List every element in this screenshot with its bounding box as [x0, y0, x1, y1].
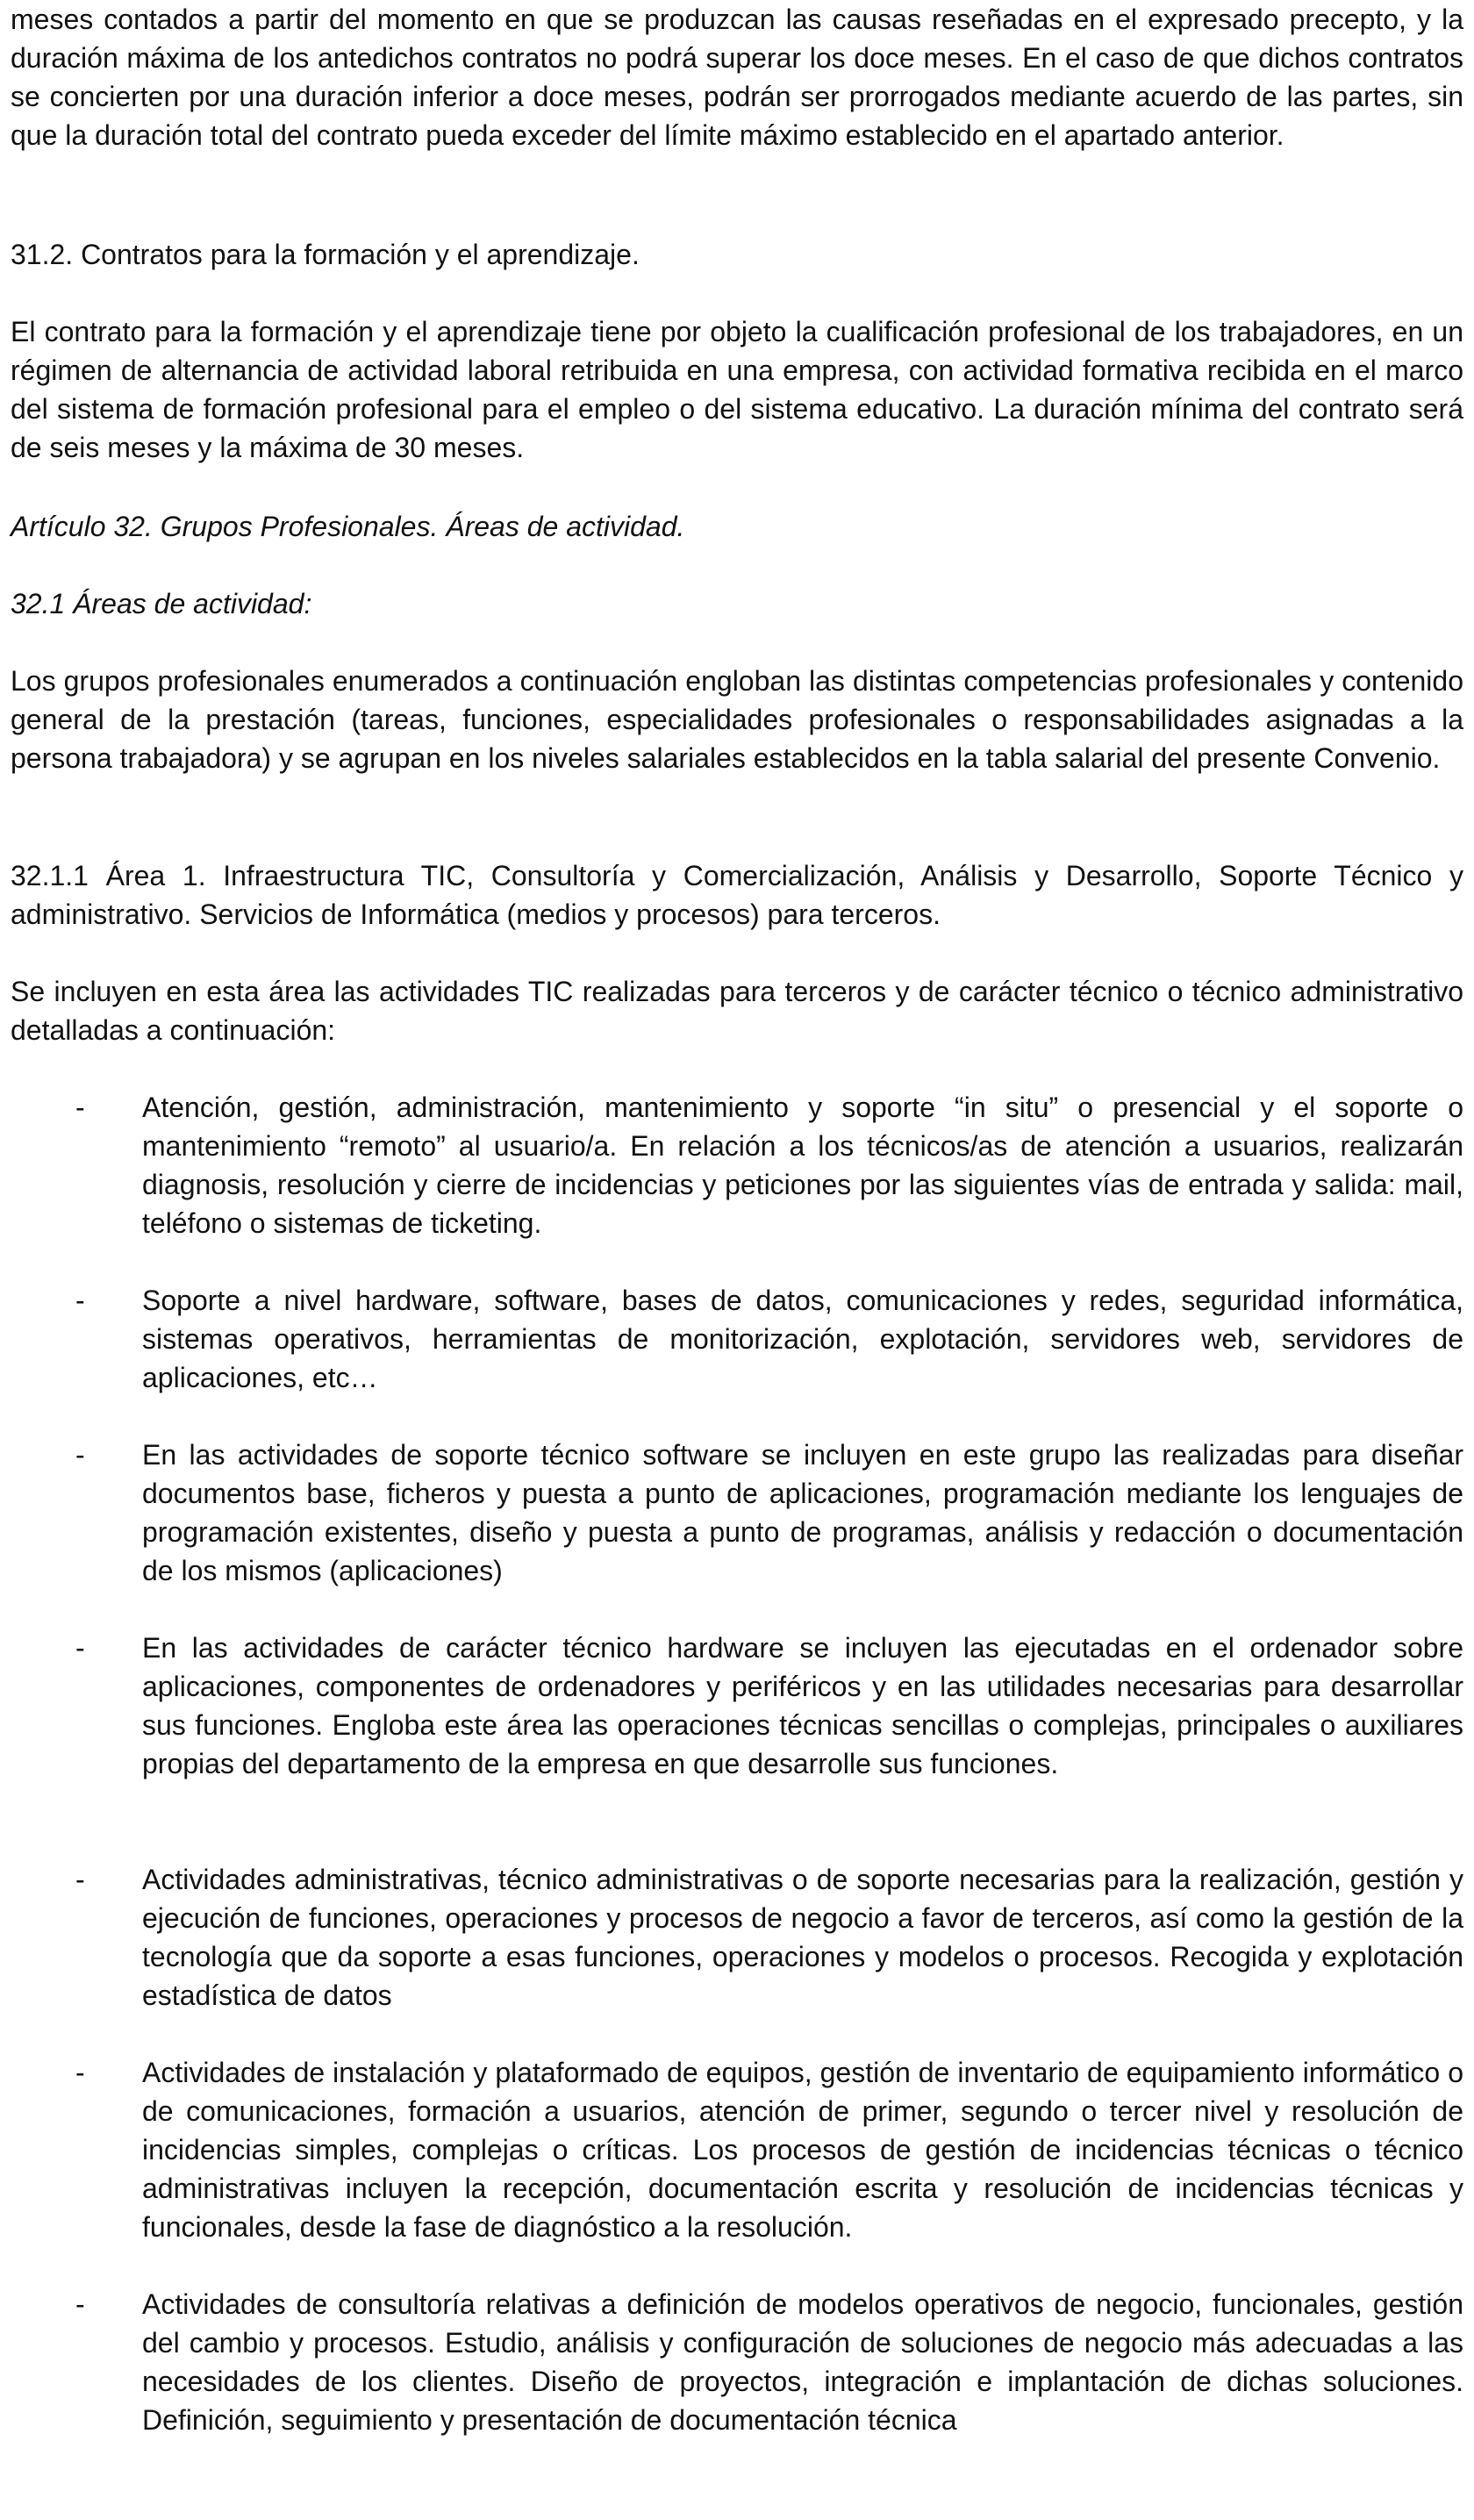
list-item-text: En las actividades de soporte técnico software se incluyen en este grupo las realizadas para diseñar documentos base, ficheros y puesta a punto de aplicaciones, programación mediante los lenguajes de programación existentes, diseño y puesta a punto de programas, análisis y redacción o documentación de los mismos (aplicaciones) — [142, 1439, 1463, 1586]
bullet-marker: - — [75, 1285, 85, 1316]
list-item — [11, 1088, 1463, 1242]
bullet-marker: - — [75, 2057, 85, 2088]
list-item-text: En las actividades de carácter técnico hardware se incluyen las ejecutadas en el ordenador sobre aplicaciones, componentes de ordenadores y periféricos y en las utilidades necesarias para desarrollar sus funciones. Engloba este área las operaciones técnicas sencillas o complejas, principales o auxiliares propias del departamento de la empresa en que desarrolle sus funciones. — [142, 1632, 1463, 1779]
bullet-marker: - — [75, 2288, 85, 2320]
list-item — [11, 2053, 1463, 2246]
list-item — [11, 2285, 1463, 2439]
list-item-text: Atención, gestión, administración, mantenimiento y soporte “in situ” o presencial y el soporte o mantenimiento “remoto” al usuario/a. En relación a los técnicos/as de atención a usuarios, realizarán diagnosis, resolución y cierre de incidencias y peticiones por las siguientes vías de entrada y salida: mail, teléfono o sistemas de ticketing. — [142, 1092, 1463, 1239]
list-item — [11, 1860, 1463, 2015]
list-item-text: Actividades administrativas, técnico administrativas o de soporte necesarias para la realización, gestión y ejecución de funciones, operaciones y procesos de negocio a favor de terceros, así como la gestión de la tecnología que da soporte a esas funciones, operaciones y modelos o procesos. Recogida y explotación estadística de datos — [142, 1864, 1463, 2011]
list-item-text: Actividades de consultoría relativas a definición de modelos operativos de negocio, funcionales, gestión del cambio y procesos. Estudio, análisis y configuración de soluciones de negocio más adecuadas a las necesidades de los clientes. Diseño de proyectos, integración e implantación de dichas soluciones. Definición, seguimiento y presentación de documentación técnica — [142, 2288, 1463, 2436]
section-32-1-heading: 32.1 Áreas de actividad: — [11, 588, 312, 619]
section-32-1-1-intro: Se incluyen en esta área las actividades TIC realizadas para terceros y de carácter técnico o técnico administrativo detalladas a continuación: — [11, 976, 1463, 1046]
intro-paragraph: meses contados a partir del momento en que se produzcan las causas reseñadas en el expresado precepto, y la duración máxima de los antedichos contratos no podrá superar los doce meses. En el caso de que dichos contratos se concierten por una duración inferior a doce meses, podrán ser prorrogados mediante acuerdo de las partes, sin que la duración total del contrato pueda exceder del límite máximo establecido en el apartado anterior. — [11, 4, 1463, 151]
list-item — [11, 1629, 1463, 1783]
section-32-1-1-heading: 32.1.1 Área 1. Infraestructura TIC, Consultoría y Comercialización, Análisis y Desarrollo, Soporte Técnico y administrativo. Servicios de Informática (medios y procesos) para terceros. — [11, 860, 1463, 930]
bullet-marker: - — [75, 1439, 85, 1471]
bullet-marker: - — [75, 1092, 85, 1123]
bullet-marker: - — [75, 1632, 85, 1664]
list-item — [11, 1435, 1463, 1590]
section-31-2-body: El contrato para la formación y el aprendizaje tiene por objeto la cualificación profesional de los trabajadores, en un régimen de alternancia de actividad laboral retribuida en una empresa, con actividad formativa recibida en el marco del sistema de formación profesional para el empleo o del sistema educativo. La duración mínima del contrato será de seis meses y la máxima de 30 meses. — [11, 316, 1463, 463]
list-item-text: Actividades de instalación y plataformado de equipos, gestión de inventario de equipamiento informático o de comunicaciones, formación a usuarios, atención de primer, segundo o tercer nivel y resolución de incidencias simples, complejas o críticas. Los procesos de gestión de incidencias técnicas o técnico administrativas incluyen la recepción, documentación escrita y resolución de incidencias técnicas y funcionales, desde la fase de diagnóstico a la resolución. — [142, 2057, 1463, 2243]
article-32-heading: Artículo 32. Grupos Profesionales. Áreas de actividad. — [11, 511, 685, 542]
bullet-marker: - — [75, 1864, 85, 1895]
section-31-2-heading: 31.2. Contratos para la formación y el aprendizaje. — [11, 239, 640, 270]
list-item — [11, 1281, 1463, 1397]
section-32-1-body: Los grupos profesionales enumerados a continuación engloban las distintas competencias profesionales y contenido general de la prestación (tareas, funciones, especialidades profesionales o responsabilidades asignadas a la persona trabajadora) y se agrupan en los niveles salariales establecidos en la tabla salarial del presente Convenio. — [11, 665, 1463, 774]
list-item-text: Soporte a nivel hardware, software, bases de datos, comunicaciones y redes, seguridad informática, sistemas operativos, herramientas de monitorización, explotación, servidores web, servidores de aplicaciones, etc… — [142, 1285, 1463, 1393]
